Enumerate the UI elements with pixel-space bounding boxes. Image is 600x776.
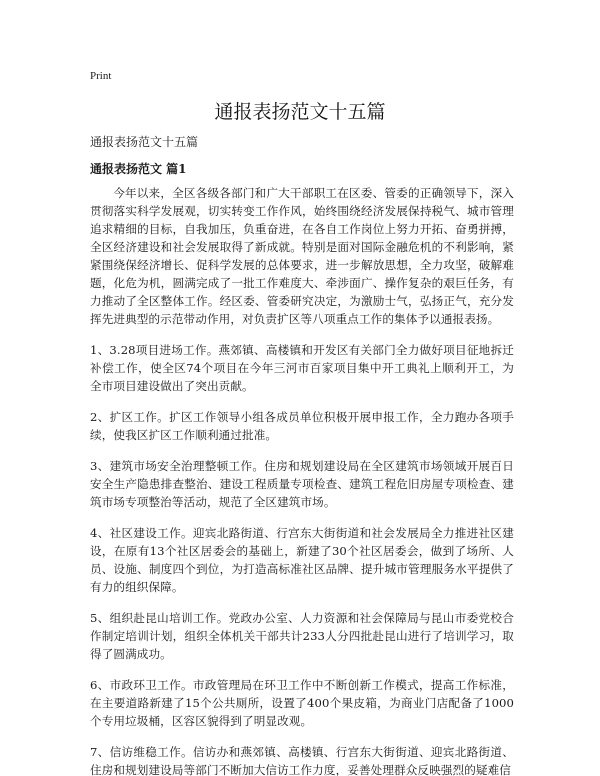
list-item: 4、社区建设工作。迎宾北路街道、行宫东大街街道和社会发展局全力推进社区建设，在原有13个社区居委会的基础上，新建了30个社区居委会，做到了场所、人员、设施、制度四个到位，为打造高标准社区品牌、提升城市管理服务水平提供了有力的组织保障。 bbox=[90, 526, 514, 594]
document-subtitle: 通报表扬范文十五篇 bbox=[90, 135, 199, 149]
print-link[interactable]: Print bbox=[90, 70, 112, 82]
article-body bbox=[90, 184, 514, 776]
page-title: 通报表扬范文十五篇 bbox=[214, 101, 386, 123]
list-item: 1、3.28项目进场工作。燕郊镇、高楼镇和开发区有关部门全力做好项目征地拆迁补偿工作，使全区74个项目在今年三河市百家项目集中开工典礼上顺利开工，为全市项目建设做出了突出贡献。 bbox=[90, 343, 514, 393]
list-item: 7、信访维稳工作。信访办和燕郊镇、高楼镇、行宫东大街街道、迎宾北路街道、住房和规划建设局等部门不断加大信访工作力度，妥善处理群众反映强烈的疑难信 bbox=[90, 745, 514, 776]
intro-paragraph: 今年以来，全区各级各部门和广大干部职工在区委、管委的正确领导下，深入贯彻落实科学发展观，切实转变工作作风，始终围绕经济发展保持税气、城市管理追求精细的目标，自我加压，负重奋进，在各自工作岗位上努力开拓、奋勇拼搏，全区经济建设和社会发展取得了新成就。特别是面对国际金融危机的不利影响，紧紧围绕保经济增长、促科学发展的总体要求，进一步解放思想，全力攻坚，破解难题，化危为机，圆满完成了一批工作难度大、牵涉面广、操作复杂的艰巨任务，有力推动了全区整体工作。经区委、管委研究决定，为激励士气，弘扬正气，充分发挥先进典型的示范带动作用，对负责扩区等八项重点工作的集体予以通报表扬。 bbox=[90, 186, 514, 326]
list-item: 2、扩区工作。扩区工作领导小组各成员单位积极开展申报工作，全力跑办各项手续，使我区扩区工作顺利通过批准。 bbox=[90, 410, 514, 442]
list-item: 3、建筑市场安全治理整顿工作。住房和规划建设局在全区建筑市场领域开展百日安全生产隐患排查整治、建设工程质量专项检查、建筑工程危旧房屋专项检查、建筑市场专项整治等活动，规范了全区建筑市场。 bbox=[90, 459, 514, 509]
list-item: 5、组织赴昆山培训工作。党政办公室、人力资源和社会保障局与昆山市委党校合作制定培训计划，组织全体机关干部共计233人分四批赴昆山进行了培训学习，取得了圆满成功。 bbox=[90, 611, 514, 661]
section-heading: 通报表扬范文 篇1 bbox=[90, 162, 187, 176]
list-item: 6、市政环卫工作。市政管理局在环卫工作中不断创新工作模式，提高工作标准，在主要道路新建了15个公共厕所，设置了400个果皮箱，为商业门店配备了1000个专用垃圾桶，区容区貌得到了明显改观。 bbox=[90, 678, 514, 728]
